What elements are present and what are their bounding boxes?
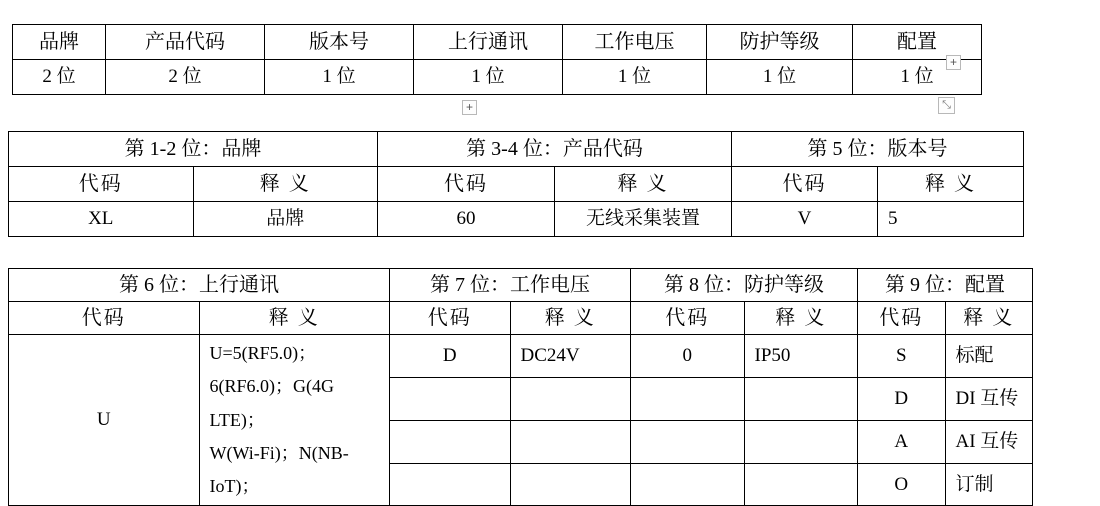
cell-config-code-1: S	[858, 335, 946, 378]
cell-voltage-code-2	[390, 377, 511, 420]
group-title-product-code: 第 3-4 位：产品代码	[378, 132, 732, 167]
structure-header-uplink: 上行通讯	[414, 25, 563, 60]
cell-config-meaning-3: AI 互传	[945, 420, 1033, 463]
table-resize-handle-icon[interactable]: ⤡	[938, 97, 955, 114]
group-title-configuration: 第 9 位：配置	[858, 269, 1033, 302]
table-row	[9, 335, 1033, 378]
cell-protection-code-3	[631, 420, 745, 463]
cell-brand-meaning: 品牌	[193, 202, 378, 237]
bits-6-9-table	[8, 268, 1033, 506]
structure-bits-protection: 1 位	[707, 60, 853, 95]
cell-brand-code: XL	[9, 202, 194, 237]
cell-protection-meaning-2	[744, 377, 858, 420]
column-header-meaning-voltage: 释 义	[510, 302, 631, 335]
column-header-code-protection: 代码	[631, 302, 745, 335]
structure-bits-brand: 2 位	[13, 60, 106, 95]
cell-voltage-meaning-1: DC24V	[510, 335, 631, 378]
group-title-brand: 第 1-2 位：品牌	[9, 132, 378, 167]
cell-config-meaning-4: 订制	[945, 463, 1033, 506]
add-column-icon[interactable]: +	[946, 55, 961, 70]
table-row	[9, 302, 1033, 335]
structure-bits-uplink: 1 位	[414, 60, 563, 95]
column-header-code-3: 代码	[732, 167, 878, 202]
product-code-structure-table	[12, 24, 982, 95]
cell-protection-code-2	[631, 377, 745, 420]
table-row	[9, 202, 1024, 237]
cell-config-code-3: A	[858, 420, 946, 463]
cell-voltage-code-3	[390, 420, 511, 463]
structure-bits-product-code: 2 位	[106, 60, 265, 95]
column-header-meaning-3: 释 义	[878, 167, 1024, 202]
structure-bits-voltage: 1 位	[563, 60, 707, 95]
cell-voltage-code-1: D	[390, 335, 511, 378]
structure-header-protection: 防护等级	[707, 25, 853, 60]
cell-config-code-2: D	[858, 377, 946, 420]
cell-config-meaning-1: 标配	[945, 335, 1033, 378]
structure-bits-version: 1 位	[265, 60, 414, 95]
column-header-code-config: 代码	[858, 302, 946, 335]
table-row	[9, 132, 1024, 167]
structure-header-version: 版本号	[265, 25, 414, 60]
uplink-line-1: U=5(RF5.0)；	[209, 343, 317, 363]
cell-protection-meaning-3	[744, 420, 858, 463]
cell-protection-code-1: 0	[631, 335, 745, 378]
column-header-meaning-config: 释 义	[945, 302, 1033, 335]
group-title-uplink: 第 6 位：上行通讯	[9, 269, 390, 302]
group-title-protection: 第 8 位：防护等级	[631, 269, 858, 302]
cell-uplink-code: U	[9, 335, 200, 506]
structure-header-product-code: 产品代码	[106, 25, 265, 60]
cell-voltage-meaning-2	[510, 377, 631, 420]
cell-uplink-meaning	[199, 335, 390, 506]
cell-config-meaning-2: DI 互传	[945, 377, 1033, 420]
structure-header-voltage: 工作电压	[563, 25, 707, 60]
table-row	[9, 167, 1024, 202]
structure-header-configuration: 配置	[853, 25, 982, 60]
group-title-version: 第 5 位：版本号	[732, 132, 1024, 167]
structure-bits-configuration: 1 位	[853, 60, 982, 95]
uplink-line-2: 6(RF6.0)；G(4G LTE)；	[209, 376, 334, 430]
cell-version-code: V	[732, 202, 878, 237]
cell-version-meaning: 5	[878, 202, 1024, 237]
add-row-icon[interactable]: +	[462, 100, 477, 115]
column-header-code-1: 代码	[9, 167, 194, 202]
table-row	[13, 25, 982, 60]
cell-product-code: 60	[378, 202, 555, 237]
column-header-meaning-1: 释 义	[193, 167, 378, 202]
column-header-code-voltage: 代码	[390, 302, 511, 335]
cell-voltage-meaning-3	[510, 420, 631, 463]
cell-product-meaning: 无线采集装置	[555, 202, 732, 237]
column-header-meaning-2: 释 义	[555, 167, 732, 202]
bits-1-5-table	[8, 131, 1024, 237]
column-header-meaning-protection: 释 义	[744, 302, 858, 335]
cell-config-code-4: O	[858, 463, 946, 506]
structure-header-brand: 品牌	[13, 25, 106, 60]
table-row	[13, 60, 982, 95]
table-row	[9, 269, 1033, 302]
column-header-code-uplink: 代码	[9, 302, 200, 335]
column-header-meaning-uplink: 释 义	[199, 302, 390, 335]
cell-protection-meaning-1: IP50	[744, 335, 858, 378]
uplink-line-3: W(Wi-Fi)；N(NB-IoT)；	[209, 442, 349, 497]
group-title-voltage: 第 7 位：工作电压	[390, 269, 631, 302]
column-header-code-2: 代码	[378, 167, 555, 202]
